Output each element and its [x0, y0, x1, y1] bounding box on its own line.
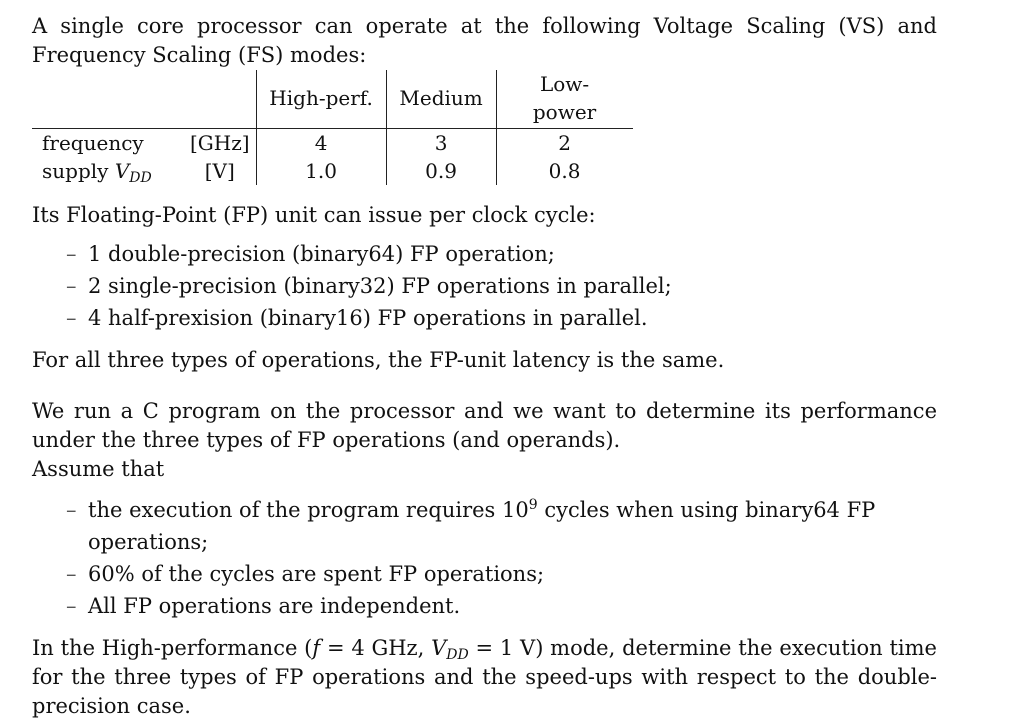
- cell-frequency-medium: 3: [386, 129, 496, 158]
- row-unit-frequency: [GHz]: [190, 131, 250, 155]
- fp-capability-list: [32, 238, 937, 334]
- table-row-frequency: [32, 129, 633, 158]
- cell-supply-low: 0.8: [496, 157, 633, 185]
- header-medium: Medium: [386, 70, 496, 129]
- list-item: – the execution of the program requires $10^9$ cycles when using binary64 FP operations;: [66, 494, 937, 558]
- question-paragraph: In the High-performance (f = 4 GHz, $V_{DD} = 1$ V) mode, determine the execution time for the three types of FP operations and the speed-ups with respect to the double-precision case.: [32, 636, 937, 718]
- assume-label: Assume that: [32, 457, 165, 481]
- latency-note: For all three types of operations, the FP-unit latency is the same.: [32, 348, 725, 372]
- intro-paragraph: A single core processor can operate at the following Voltage Scaling (VS) and Frequency Scaling (FS) modes:: [32, 14, 937, 67]
- list-item: – 60% of the cycles are spent FP operations;: [66, 558, 937, 590]
- program-intro: We run a C program on the processor and we want to determine its performance under the three types of FP operations (and operands).: [32, 399, 937, 452]
- list-item: – 1 double-precision (binary64) FP operation;: [66, 238, 937, 270]
- list-item: – All FP operations are independent.: [66, 590, 937, 622]
- table-row-supply: [32, 157, 633, 185]
- row-label-supply: supply $V_{DD}$: [42, 159, 152, 186]
- fp-intro: Its Floating-Point (FP) unit can issue per clock cycle:: [32, 203, 596, 227]
- header-high-perf: High-perf.: [256, 70, 386, 129]
- cell-supply-medium: 0.9: [386, 157, 496, 185]
- row-label-frequency: frequency: [42, 131, 144, 155]
- row-unit-supply: [V]: [204, 159, 235, 183]
- header-low-power: Low-power: [496, 70, 633, 129]
- cell-frequency-high: 4: [256, 129, 386, 158]
- cell-frequency-low: 2: [496, 129, 633, 158]
- list-item: – 2 single-precision (binary32) FP operations in parallel;: [66, 270, 937, 302]
- assumption-list: [32, 494, 937, 622]
- modes-table: [32, 70, 633, 185]
- problem-statement: [32, 12, 937, 721]
- table-header-row: [32, 70, 633, 129]
- list-item: – 4 half-prexision (binary16) FP operations in parallel.: [66, 302, 937, 334]
- cell-supply-high: 1.0: [256, 157, 386, 185]
